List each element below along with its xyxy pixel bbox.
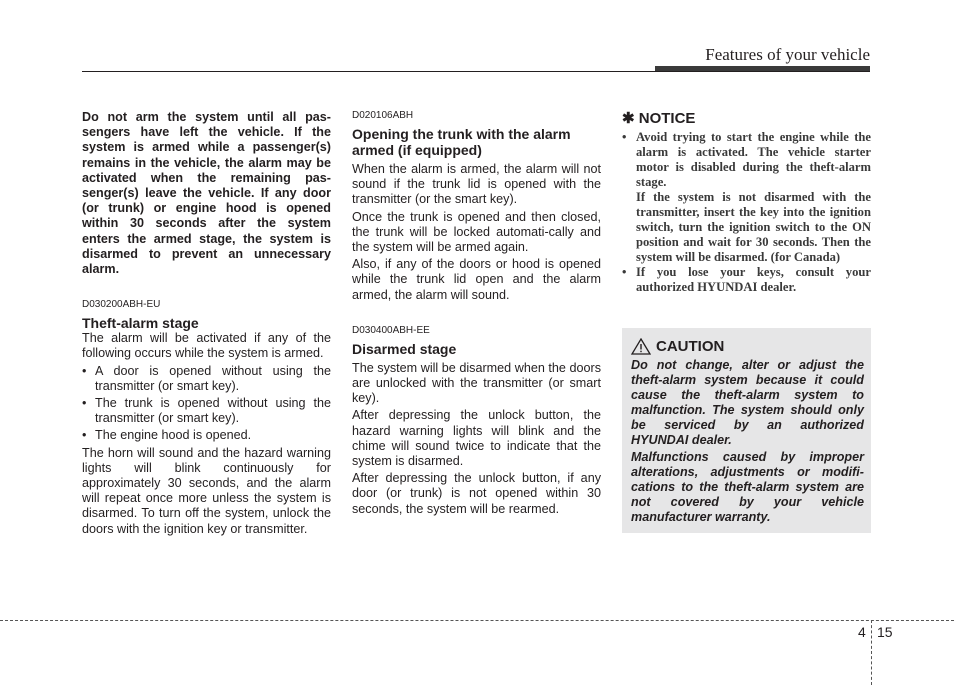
heading-trunk-alarm: Opening the trunk with the alarm armed (if equipped) (352, 126, 571, 158)
list-item: • A door is opened without using the transmitter (or smart key). (82, 363, 331, 393)
caution-paragraph-2: Malfunctions caused by improper alterations, adjustments or modifi-cations to the theft-alarm system are not covered by your vehicle manufacturer warranty. (631, 450, 864, 524)
heading-disarmed-stage: Disarmed stage (352, 340, 457, 357)
disarm-paragraph-2: After depressing the unlock button, the hazard warning lights will blink and the chime will sound twice to indicate that the system is disarmed. (352, 408, 601, 469)
theft-alarm-outro: The horn will sound and the hazard warning lights will blink continuously for approximately 30 seconds, and the alarm will repeat once more unless the system is disarmed. To turn off the system, unlock the doors with the ignition key or transmitter. (82, 445, 331, 536)
disarm-paragraph-1: The system will be disarmed when the doors are unlocked with the transmitter (or smart key). (352, 360, 601, 406)
bullet-icon: • (622, 130, 627, 144)
column-middle (352, 110, 601, 517)
caution-title: CAUTION (656, 338, 725, 355)
column-right (622, 110, 871, 295)
warning-triangle-icon (631, 338, 651, 355)
trigger-list (82, 364, 331, 444)
footer-rule (0, 620, 954, 621)
caution-paragraph-1: Do not change, alter or adjust the theft-alarm system because it could cause the theft-alarm system to malfunction. The system should only be serviced by an authorized HYUNDAI dealer. (631, 358, 864, 447)
bullet-icon: • (82, 428, 87, 443)
notice-list (622, 130, 871, 295)
list-item (622, 130, 871, 265)
trunk-paragraph-1: When the alarm is armed, the alarm will not sound if the trunk lid is opened with the transmitter (or the smart key). (352, 162, 601, 207)
arming-warning: Do not arm the system until all pas-sengers have left the vehicle. If the system is armed while a passenger(s) remains in the vehicle, the alarm may be activated when the remaining pas-senger(s) leave the vehicle. If any door (or trunk) or engine hood is opened within 30 seconds after the system enters the armed stage, the system is disarmed to prevent an unnecessary alarm. (82, 110, 331, 277)
page-number: 15 (877, 624, 893, 640)
bullet-icon: • (622, 265, 627, 279)
doc-code: D030200ABH-EU (82, 299, 161, 311)
section-title: Features of your vehicle (705, 45, 870, 64)
doc-code: D030400ABH-EE (352, 324, 430, 336)
trunk-paragraph-2: Once the trunk is opened and then closed, the trunk will be locked automati-cally and the system will be armed again. (352, 209, 601, 255)
doc-code: D020106ABH (352, 110, 414, 121)
list-item: • The engine hood is opened. (82, 428, 252, 443)
disarm-paragraph-3: After depressing the unlock button, if any door (or trunk) is not opened within 30 seconds, the system will be rearmed. (352, 471, 601, 516)
bullet-icon: • (82, 363, 87, 378)
section-number: 4 (858, 624, 866, 640)
header-rule (82, 71, 870, 72)
notice-item-1-cont: If the system is not disarmed with the transmitter, insert the key into the ignition switch, turn the ignition switch to the ON position and wait for 30 seconds. Then the system will be disarmed. (for Canada) (636, 190, 871, 264)
trunk-paragraph-3: Also, if any of the doors or hood is opened while the trunk lid open and the alarm armed, the alarm will sound. (352, 257, 601, 302)
bullet-icon: • (82, 396, 87, 411)
notice-title: ✱ NOTICE (622, 110, 696, 127)
caution-heading (631, 338, 864, 355)
theft-alarm-intro: The alarm will be activated if any of the following occurs while the system is armed. (82, 331, 331, 361)
column-left (82, 110, 331, 537)
footer-divider (871, 620, 872, 685)
notice-item-1: Avoid trying to start the engine while the alarm is activated. The vehicle starter motor is disabled during the theft-alarm stage. (636, 130, 871, 189)
list-item (622, 265, 871, 295)
heading-theft-alarm-stage: Theft-alarm stage (82, 315, 199, 332)
caution-box (622, 328, 871, 533)
notice-item-2: If you lose your keys, consult your authorized HYUNDAI dealer. (636, 265, 871, 294)
list-item: • The trunk is opened without using the transmitter (or smart key). (82, 396, 331, 426)
